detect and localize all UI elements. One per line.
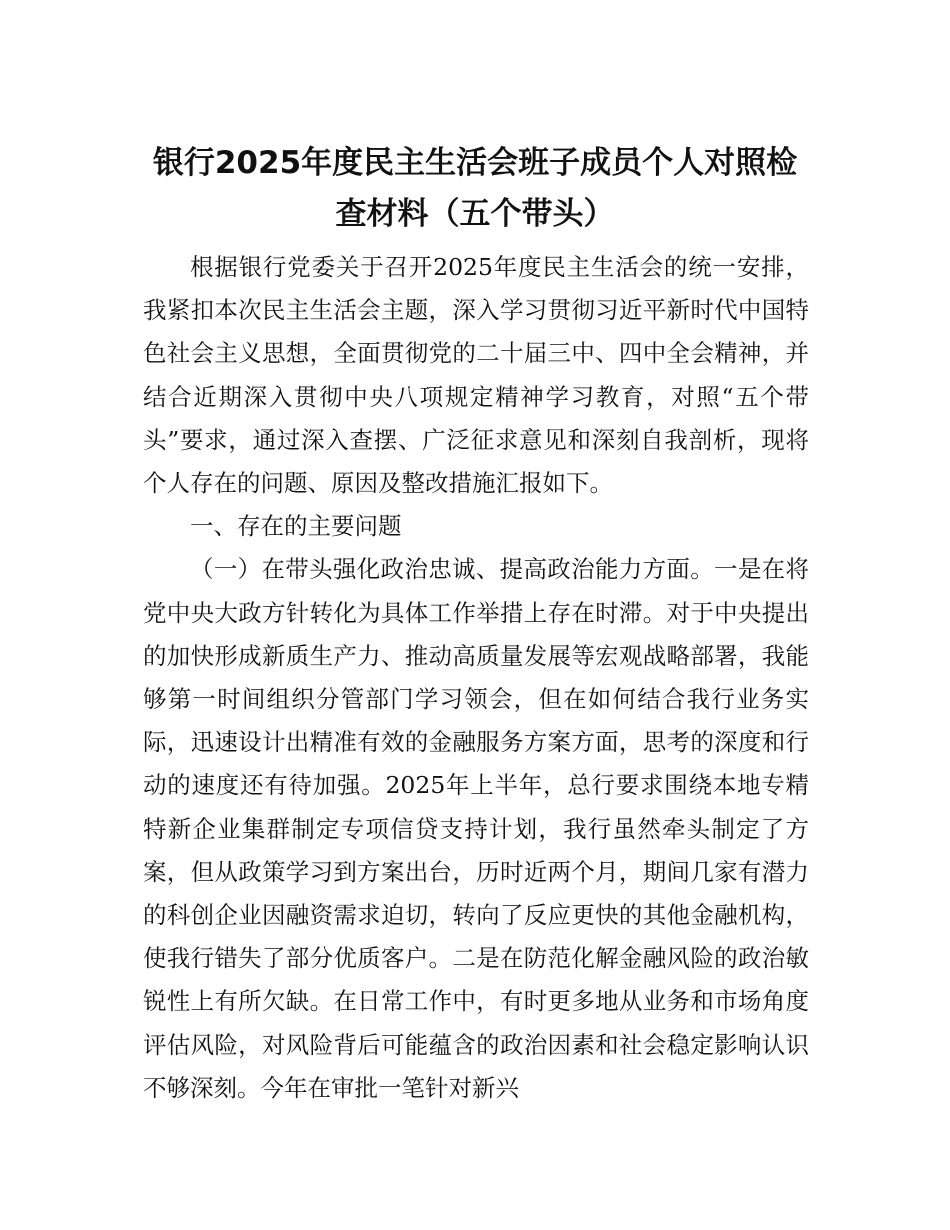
issue-paragraph: （一）在带头强化政治忠诚、提高政治能力方面。一是在将党中央大政方针转化为具体工作举措上存在时滞。对于中央提出的加快形成新质生产力、推动高质量发展等宏观战略部署，我能够第一时间组织分管部门学习领会，但在如何结合我行业务实际，迅速设计出精准有效的金融服务方案方面，思考的深度和行动的速度还有待加强。2025年上半年，总行要求围绕本地专精特新企业集群制定专项信贷支持计划，我行虽然牵头制定了方案，但从政策学习到方案出台，历时近两个月，期间几家有潜力的科创企业因融资需求迫切，转向了反应更快的其他金融机构，使我行错失了部分优质客户。二是在防范化解金融风险的政治敏锐性上有所欠缺。在日常工作中，有时更多地从业务和市场角度评估风险，对风险背后可能蕴含的政治因素和社会稳定影响认识不够深刻。今年在审批一笔针对新兴 bbox=[143, 555, 809, 1102]
document-title: 银行2025年度民主生活会班子成员个人对照检查材料（五个带头） bbox=[152, 145, 798, 232]
section-heading: 一、存在的主要问题 bbox=[190, 512, 402, 541]
document-body bbox=[143, 246, 809, 1110]
intro-paragraph: 根据银行党委关于召开2025年度民主生活会的统一安排，我紧扣本次民主生活会主题，深入学习贯彻习近平新时代中国特色社会主义思想，全面贯彻党的二十届三中、四中全会精神，并结合近期深入贯彻中央八项规定精神学习教育，对照“五个带头”要求，通过深入查摆、广泛征求意见和深刻自我剖析，现将个人存在的问题、原因及整改措施汇报如下。 bbox=[143, 253, 809, 498]
